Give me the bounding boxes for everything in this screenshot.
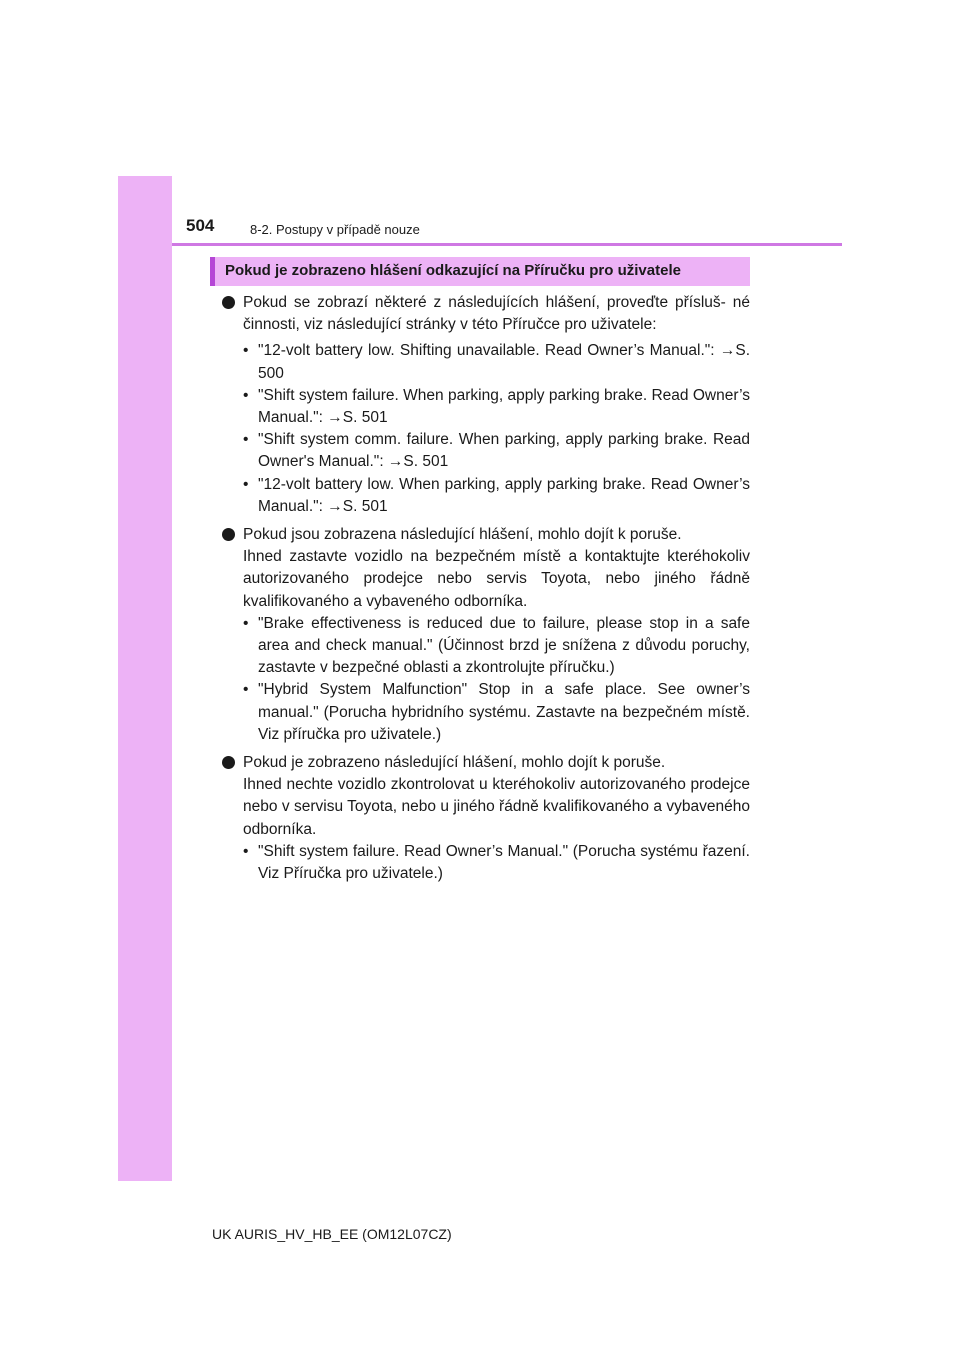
bullet-detail: Ihned zastavte vozidlo na bezpečném místě a kontaktujte kteréhokoliv autorizovaného prodejce nebo servis Toyota, nebo jiného řádně kvalifikovaného a vybaveného odborníka. (243, 548, 750, 610)
sub-bullet-icon: • (243, 681, 249, 699)
sub-bullet-icon: • (243, 842, 249, 860)
section-title: 8-2. Postupy v případě nouze (250, 222, 420, 237)
sub-bullet-icon: • (243, 475, 249, 493)
sub-bullet-text: "12-volt battery low. When parking, apply parking brake. Read Owner’s Manual.": →S. 501 (258, 475, 750, 515)
header-rule (172, 243, 842, 246)
bullet-dot-icon (222, 756, 235, 769)
sub-bullet-text: "Shift system failure. Read Owner’s Manual." (Porucha systému řazení. Viz Příručka pro uživatele.) (258, 842, 750, 883)
bullet-intro: Pokud se zobrazí některé z následujících hlášení, proveďte přísluš- né činnosti, viz následující stránky v této Příručce pro uživatele: (243, 294, 750, 334)
sub-bullet-icon: • (243, 614, 249, 632)
sub-bullet-icon: • (243, 386, 249, 404)
sub-bullet-text: "12-volt battery low. Shifting unavailable. Read Owner’s Manual.": →S. 500 (258, 342, 750, 382)
bullet-intro: Pokud je zobrazeno následující hlášení, mohlo dojít k poruše. (243, 754, 666, 772)
bullet-intro: Pokud jsou zobrazena následující hlášení, mohlo dojít k poruše. (243, 526, 682, 544)
topic-heading: Pokud je zobrazeno hlášení odkazující na Příručku pro uživatele (225, 262, 681, 279)
sub-bullet-text: "Shift system comm. failure. When parking, apply parking brake. Read Owner's Manual.": →S. 501 (258, 431, 750, 471)
sub-bullet-item (222, 385, 750, 429)
page-number: 504 (186, 216, 215, 235)
sub-bullet-icon: • (243, 342, 249, 360)
sub-bullet-item (222, 679, 750, 746)
content-body (222, 292, 750, 885)
sub-bullet-text: "Hybrid System Malfunction" Stop in a safe place. See owner’s manual." (Porucha hybridního systému. Zastavte na bezpečném místě. Viz příručka pro uživatele.) (258, 681, 750, 743)
sub-bullet-text: "Brake effectiveness is reduced due to failure, please stop in a safe area and check manual." (Účinnost brzd je snížena z důvodu poruchy, zastavte v bezpečné oblasti a zkontrolujte příručku.) (258, 614, 750, 677)
bullet-item (222, 292, 750, 336)
side-tab-band (118, 176, 172, 1181)
bullet-detail: Ihned nechte vozidlo zkontrolovat u kteréhokoliv autorizovaného prodejce nebo v servisu Toyota, nebo u jiného řádně kvalifikovaného a vybaveného odborníka. (243, 776, 750, 838)
topic-heading-bar (210, 257, 750, 286)
bullet-item (222, 752, 750, 841)
sub-bullet-text: "Shift system failure. When parking, apply parking brake. Read Owner’s Manual.": →S. 501 (258, 386, 750, 427)
footer-model-code: UK AURIS_HV_HB_EE (OM12L07CZ) (212, 1226, 452, 1242)
bullet-dot-icon (222, 528, 235, 541)
sub-bullet-item (222, 429, 750, 473)
sub-bullet-item (222, 474, 750, 518)
sub-bullet-item (222, 841, 750, 885)
sub-bullet-item (222, 340, 750, 384)
bullet-dot-icon (222, 296, 235, 309)
sub-bullet-item (222, 613, 750, 680)
sub-bullet-icon: • (243, 431, 249, 449)
heading-accent (210, 257, 215, 286)
bullet-item (222, 524, 750, 613)
